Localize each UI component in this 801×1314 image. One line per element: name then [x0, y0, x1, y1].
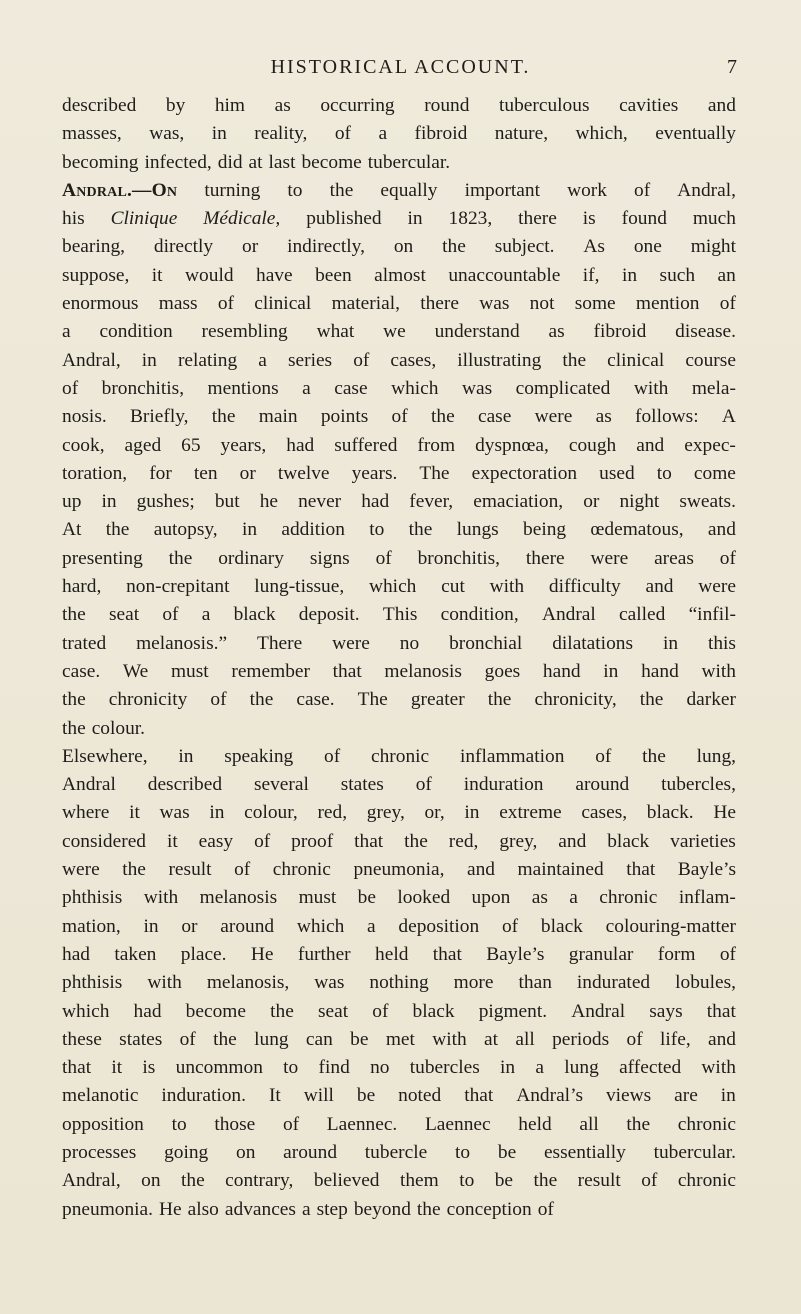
running-head — [0, 56, 801, 86]
text-line: Andral.—On turning to the equally important work of Andral, — [62, 179, 736, 201]
text-line: described by him as occurring round tuberculous cavities and — [62, 95, 736, 116]
text-line: a condition resembling what we understand as fibroid disease. — [62, 321, 736, 343]
text-line: considered it easy of proof that the red, grey, and black varieties — [62, 830, 736, 852]
text-line: pneumonia. He also advances a step beyond the conception of — [62, 1198, 554, 1220]
text-line: which had become the seat of black pigment. Andral says that — [62, 1000, 736, 1022]
text-line: processes going on around tubercle to be essentially tubercular. — [62, 1141, 736, 1163]
text-line: toration, for ten or twelve years. The expectoration used to come — [62, 462, 736, 484]
text-line: these states of the lung can be met with at all periods of life, and — [62, 1028, 736, 1050]
text-line: of bronchitis, mentions a case which was complicated with mela- — [62, 377, 736, 399]
text-line: opposition to those of Laennec. Laennec held all the chronic — [62, 1113, 736, 1135]
text-line: mation, in or around which a deposition of black colouring-matter — [62, 915, 736, 937]
text-line: becoming infected, did at last become tubercular. — [62, 151, 451, 173]
text-line: At the autopsy, in addition to the lungs being œdematous, and — [62, 519, 736, 541]
text-line: Andral described several states of induration around tubercles, — [62, 774, 736, 796]
text-line: trated melanosis.” There were no bronchial dilatations in this — [62, 632, 736, 654]
text-line: hard, non-crepitant lung-tissue, which cut with difficulty and were — [62, 576, 736, 598]
text-line: up in gushes; but he never had fever, emaciation, or night sweats. — [62, 491, 736, 513]
page-number: 7 — [727, 56, 737, 78]
text-line: phthisis with melanosis must be looked upon as a chronic inflam- — [62, 887, 736, 909]
text-line: that it is uncommon to find no tubercles in a lung affected with — [62, 1057, 736, 1079]
text-line: the colour. — [62, 717, 146, 739]
body-text — [62, 92, 736, 1224]
text-line: Elsewhere, in speaking of chronic inflammation of the lung, — [62, 745, 736, 767]
text-line: melanotic induration. It will be noted that Andral’s views are in — [62, 1085, 736, 1107]
text-line: Andral, in relating a series of cases, illustrating the clinical course — [62, 349, 736, 371]
text-line: where it was in colour, red, grey, or, in extreme cases, black. He — [62, 802, 736, 824]
text-line: were the result of chronic pneumonia, and maintained that Bayle’s — [62, 859, 736, 881]
running-title: HISTORICAL ACCOUNT. — [270, 56, 531, 78]
text-line: bearing, directly or indirectly, on the subject. As one might — [62, 236, 736, 258]
text-line: nosis. Briefly, the main points of the case were as follows: A — [62, 406, 736, 428]
text-line: enormous mass of clinical material, there was not some mention of — [62, 293, 736, 315]
text-line: suppose, it would have been almost unaccountable if, in such an — [62, 264, 736, 286]
text-line: phthisis with melanosis, was nothing more than indurated lobules, — [62, 972, 736, 994]
text-line: had taken place. He further held that Bayle’s granular form of — [62, 943, 736, 965]
text-line: cook, aged 65 years, had suffered from dyspnœa, cough and expec- — [62, 434, 736, 456]
text-line: the chronicity of the case. The greater the chronicity, the darker — [62, 689, 736, 711]
text-line: case. We must remember that melanosis goes hand in hand with — [62, 660, 736, 682]
text-line: masses, was, in reality, of a fibroid nature, which, eventually — [62, 123, 736, 145]
text-line: Andral, on the contrary, believed them to be the result of chronic — [62, 1170, 736, 1192]
text-line: presenting the ordinary signs of bronchitis, there were areas of — [62, 547, 736, 569]
text-line: his Clinique Médicale, published in 1823, there is found much — [62, 208, 736, 230]
text-line: the seat of a black deposit. This condition, Andral called “infil- — [62, 604, 736, 626]
